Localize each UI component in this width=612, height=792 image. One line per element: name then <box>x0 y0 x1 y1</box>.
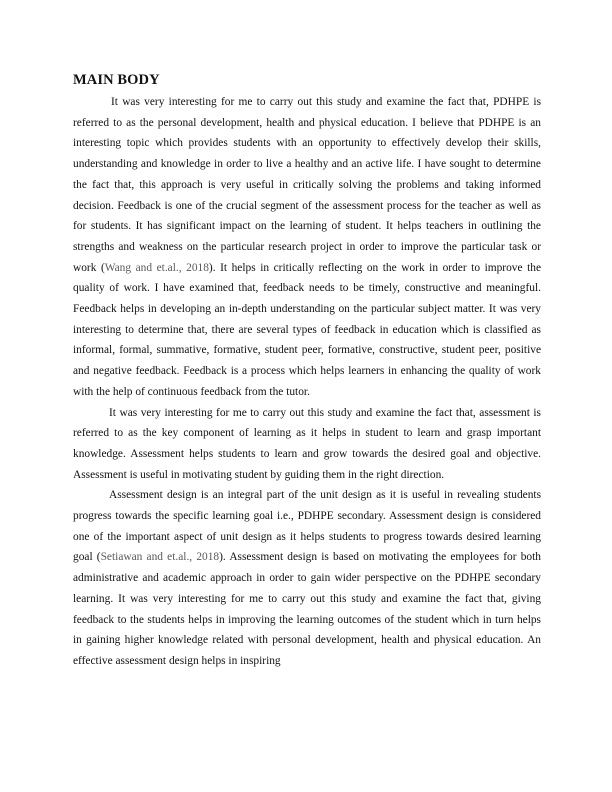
paragraph-text: Assessment design is an integral part of the unit design as it is useful in revealing students progress towards the specific learning goal i.e., PDHPE secondary. Assessment design is considered one of the important aspect of unit design as it helps students to progress towards desired learning goal ( <box>73 489 541 564</box>
paragraph-assessment-design <box>73 485 541 671</box>
main-body-section <box>73 72 541 672</box>
paragraph-pdhpe-feedback <box>73 92 541 403</box>
paragraph-text: It was very interesting for me to carry out this study and examine the fact that, PDHPE is referred to as the personal development, health and physical education. I believe that PDHPE is an interesting topic which provides students with an opportunity to effectively develop their skills, understanding and knowledge in order to live a healthy and an active life. I have sought to determine the fact that, this approach is very useful in critically solving the problems and taking informed decision. Feedback is one of the crucial segment of the assessment process for the teacher as well as for students. It has significant impact on the learning of student. It helps teachers in outlining the strengths and weakness on the particular research project in order to improve the particular task or work ( <box>73 96 541 274</box>
citation-wang: Wang and et.al., 2018 <box>104 261 209 274</box>
paragraph-text: It was very interesting for me to carry out this study and examine the fact that, assessment is referred to as the key component of learning as it helps in student to learn and grasp important knowledge. Assessment helps students to learn and grow towards the desired goal and objective. Assessment is useful in motivating student by guiding them in the right direction. <box>73 406 541 481</box>
paragraph-assessment <box>73 403 541 486</box>
paragraph-text: ). It helps in critically reflecting on the work in order to improve the quality of work. I have examined that, feedback needs to be timely, constructive and meaningful. Feedback helps in developing an in-depth understanding on the particular subject matter. It was very interesting to determine that, there are several types of feedback in education which is classified as informal, formal, summative, formative, student peer, formative, constructive, student peer, positive and negative feedback. Feedback is a process which helps learners in enhancing the quality of work with the help of continuous feedback from the tutor. <box>73 261 541 398</box>
citation-setiawan: Setiawan and et.al., 2018 <box>100 551 220 564</box>
section-heading: MAIN BODY <box>73 72 160 88</box>
paragraph-text: ). Assessment design is based on motivating the employees for both administrative and academic approach in order to gain wider perspective on the PDHPE secondary learning. It was very interesting for me to carry out this study and examine the fact that, giving feedback to the students helps in improving the learning outcomes of the student which in turn helps in gaining higher knowledge related with personal development, health and physical education. An effective assessment design helps in inspiring <box>73 551 541 667</box>
